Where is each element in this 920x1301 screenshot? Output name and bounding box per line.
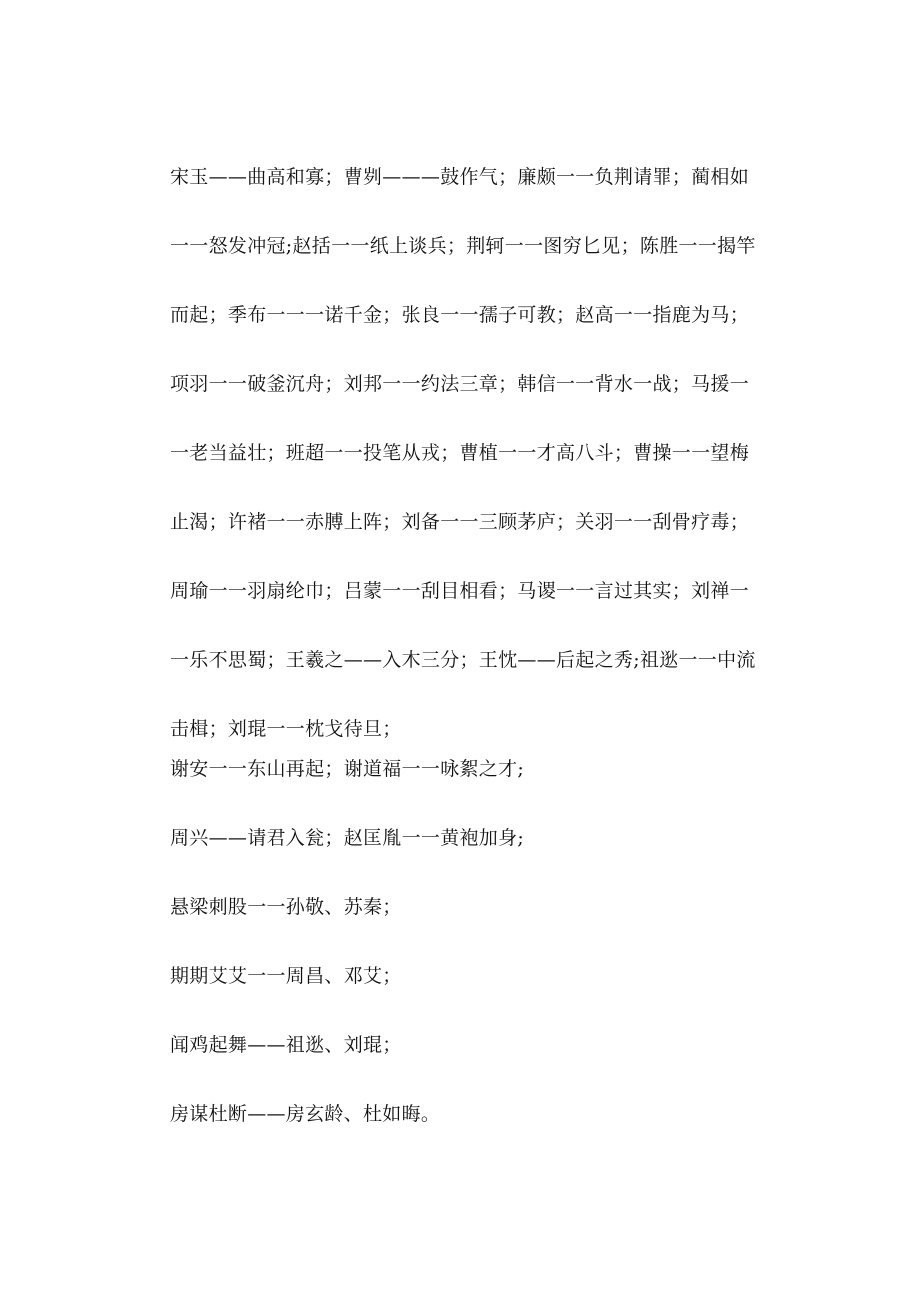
text-line: 项羽一一破釜沉舟；刘邦一一约法三章；韩信一一背水一战；马援一 [170, 373, 750, 395]
text-line: 悬梁刺股一一孙敬、苏秦； [170, 896, 402, 918]
text-line: 谢安一一东山再起；谢道福一一咏絮之才; [170, 758, 525, 780]
text-line: 房谋杜断——房玄龄、杜如晦。 [170, 1103, 441, 1125]
text-line: 击楫；刘琨一一枕戈待旦； [170, 718, 402, 740]
text-line: 而起；季布一一一诺千金；张良一一孺子可教；赵高一一指鹿为马； [170, 304, 750, 326]
text-line: 闻鸡起舞——祖逖、刘琨； [170, 1034, 402, 1056]
text-line: 周兴——请君入瓮；赵匡胤一一黄袍加身; [170, 827, 525, 849]
text-line: 一一怒发冲冠;赵括一一纸上谈兵；荆轲一一图穷匕见；陈胜一一揭竿 [170, 235, 756, 257]
text-line: 期期艾艾一一周昌、邓艾； [170, 965, 402, 987]
text-line: 止渴；许褚一一赤膊上阵；刘备一一三顾茅庐；关羽一一刮骨疗毒； [170, 511, 750, 533]
text-line: 一乐不思蜀；王羲之——入木三分；王忱——后起之秀;祖逖一一中流 [170, 649, 756, 671]
text-line: 宋玉——曲高和寡；曹刿———鼓作气；廉颇一一负荆请罪；蔺相如 [170, 166, 750, 188]
text-line: 一老当益壮；班超一一投笔从戎；曹植一一才高八斗；曹操一一望梅 [170, 442, 750, 464]
text-line: 周瑜一一羽扇纶巾；吕蒙一一刮目相看；马谡一一言过其实；刘禅一 [170, 580, 750, 602]
